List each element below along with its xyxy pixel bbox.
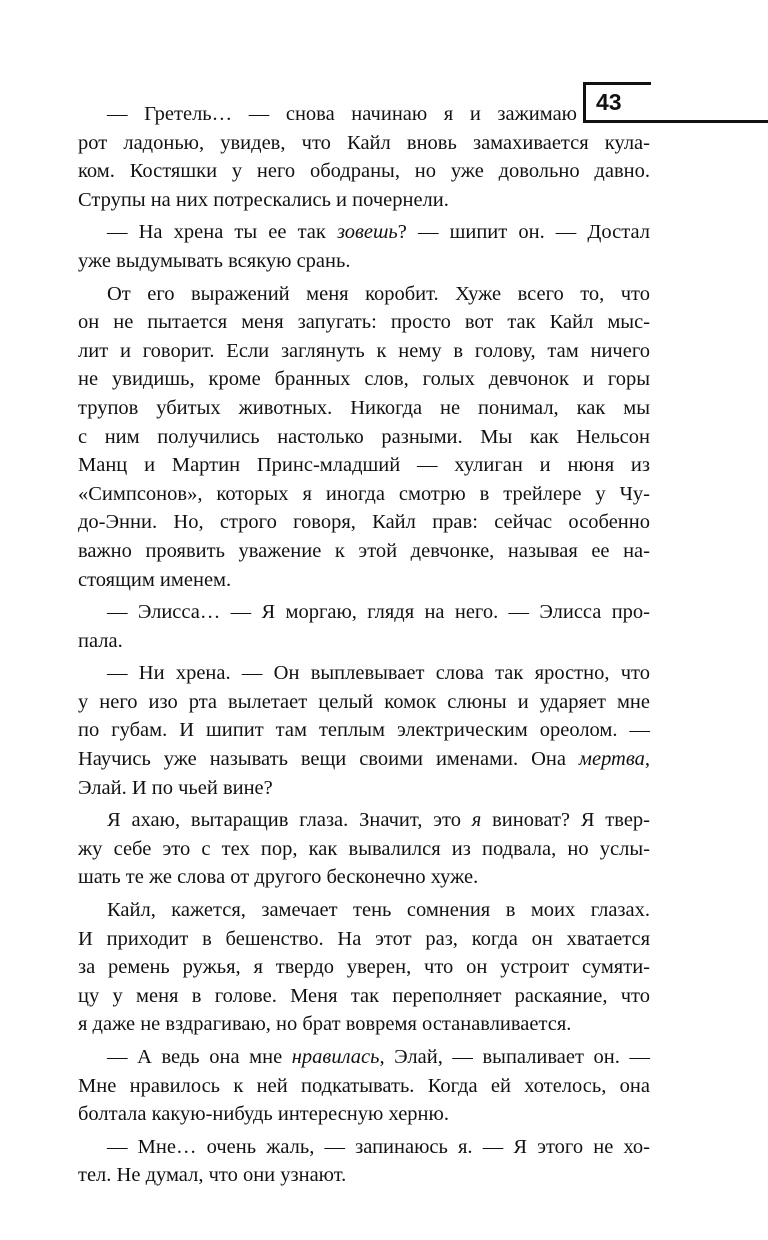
text-line: пала. — [78, 629, 123, 652]
text-line: тел. Не думал, что они узнают. — [78, 1164, 347, 1187]
text-line: От его выражений меня коробит. Хуже всего то, что — [107, 282, 650, 305]
text-line: шать те же слова от другого бесконечно хуже. — [78, 866, 479, 889]
text-line: И приходит в бешенство. На этот раз, когда он хватается — [78, 927, 650, 950]
text-line: стоящим именем. — [78, 568, 232, 591]
text-line: — Мне… очень жаль, — запинаюсь я. — Я этого не хо- — [107, 1135, 650, 1158]
page-number: 43 — [596, 89, 622, 115]
text-line: лит и говорит. Если заглянуть к нему в голову, там ничего — [78, 339, 650, 362]
text-line: жу себе это с тех пор, как вывалился из подвала, но услы- — [78, 837, 650, 860]
text-line: Кайл, кажется, замечает тень сомнения в моих глазах. — [107, 899, 650, 922]
text-line: — Ни хрена. — Он выплевывает слова так яростно, что — [107, 662, 650, 685]
text-line: Элай. И по чьей вине? — [78, 776, 273, 799]
text-line: ком. Костяшки у него ободраны, но уже довольно давно. — [78, 160, 650, 183]
text-line: важно проявить уважение к этой девчонке, называя ее на- — [78, 539, 650, 562]
text-line: не увидишь, кроме бранных слов, голых девчонок и горы — [78, 368, 650, 391]
text-line: я даже не вздрагиваю, но брат вовремя останавливается. — [78, 1013, 572, 1036]
text-line: Струпы на них потрескались и почернели. — [78, 188, 449, 211]
text-line: за ремень ружья, я твердо уверен, что он устроит сумяти- — [78, 956, 650, 979]
text-line: Мне нравилось к ней подкатывать. Когда ей хотелось, она — [78, 1074, 650, 1097]
text-line: Манц и Мартин Принс-младший — хулиган и нюня из — [78, 454, 650, 477]
body-text — [78, 100, 650, 1190]
text-line: у него изо рта вылетает целый комок слюны и ударяет мне — [78, 690, 650, 713]
text-line: уже выдумывать всякую срань. — [78, 249, 351, 272]
text-line: с ним получились настолько разными. Мы как Нельсон — [78, 425, 650, 448]
text-line: Научись уже называть вещи своими именами. Она мертва, — [78, 748, 650, 771]
text-line: рот ладонью, увидев, что Кайл вновь замахивается кула- — [78, 131, 650, 154]
text-line: по губам. И шипит там теплым электрическим ореолом. — — [78, 719, 650, 742]
text-line: — Элисса… — Я моргаю, глядя на него. — Элисса про- — [107, 601, 650, 624]
text-line: Я ахаю, вытаращив глаза. Значит, это я виноват? Я твер- — [107, 809, 651, 832]
text-line: «Симпсонов», которых я иногда смотрю в трейлере у Чу- — [78, 482, 650, 505]
text-line: цу у меня в голове. Меня так переполняет раскаяние, что — [78, 984, 650, 1007]
text-line: болтала какую-нибудь интересную херню. — [78, 1103, 449, 1126]
text-line: — На хрена ты ее так зовешь? — шипит он. — Достал — [107, 221, 650, 244]
text-line: трупов убитых животных. Никогда не понимал, как мы — [78, 396, 650, 419]
text-line: — Гретель… — снова начинаю я и зажимаю — [107, 103, 577, 125]
text-line: он не пытается меня запугать: просто вот так Кайл мыс- — [78, 311, 650, 334]
text-line: до-Энни. Но, строго говоря, Кайл прав: сейчас особенно — [78, 511, 650, 534]
text-line: — А ведь она мне нравилась, Элай, — выпаливает он. — — [107, 1046, 650, 1068]
